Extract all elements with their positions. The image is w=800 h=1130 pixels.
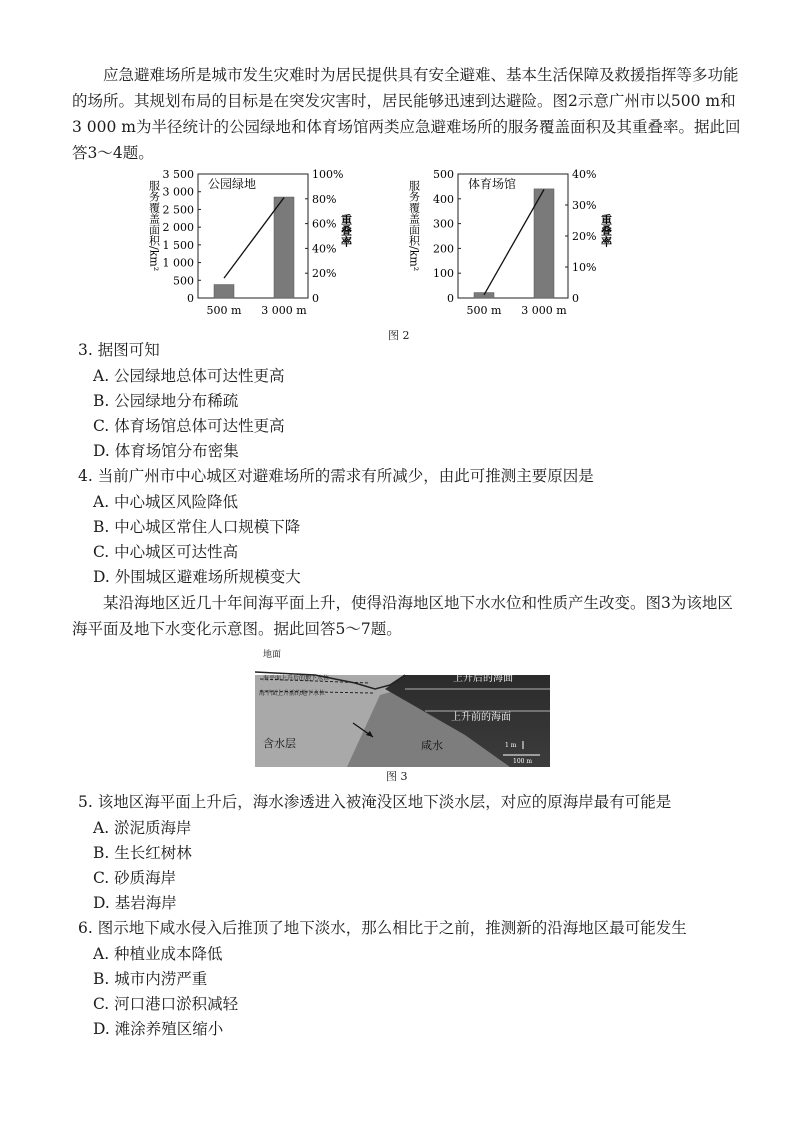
label-ground: 地面 [263, 650, 282, 660]
y-tick-label: 500 [433, 168, 454, 181]
label-gw-before: 海平面上升前的地下水位 [259, 690, 326, 697]
y-tick-label: 3 000 [162, 185, 194, 199]
y-tick-label: 100 [433, 267, 454, 281]
y2-tick-label: 60% [312, 217, 337, 231]
y2-tick-label: 20% [312, 267, 337, 281]
y-axis-title: 服务覆盖面积/km² [147, 180, 161, 272]
label-scale-h: 100 m [513, 758, 533, 765]
question-6-stem: 6. 图示地下咸水侵入后推顶了地下淡水，那么相比于之前，推测新的沿海地区最可能发生 [78, 919, 687, 937]
y2-tick-label: 100% [312, 168, 344, 181]
intro-paragraph-2: 某沿海地区近几十年间海平面上升，使得沿海地区地下水水位和性质产生改变。图3为该地区海平面及地下水变化示意图。据此回答5～7题。 [72, 594, 733, 638]
question-6-option-b: B. 城市内涝严重 [93, 970, 208, 988]
question-3-stem: 3. 据图可知 [78, 341, 160, 359]
x-tick-label: 500 m [206, 304, 242, 317]
label-gw-after: 海平面上升后的地下水位 [263, 675, 330, 682]
chart-sports-venue [408, 168, 613, 317]
y2-tick-label: 40% [572, 168, 597, 181]
y2-tick-label: 0 [312, 292, 319, 305]
chart-park-green [148, 168, 353, 317]
figure-3 [255, 645, 550, 767]
label-sea-before: 上升前的海面 [451, 712, 511, 723]
y-tick-label: 0 [187, 292, 194, 305]
y2-tick-label: 30% [572, 199, 597, 212]
label-scale-v: 1 m [505, 742, 517, 749]
y2-axis-title: 重叠率 [599, 214, 613, 247]
bar [214, 285, 234, 298]
question-5-option-c: C. 砂质海岸 [93, 869, 177, 887]
question-3-option-b: B. 公园绿地分布稀疏 [93, 392, 239, 410]
y-tick-label: 300 [433, 217, 454, 231]
label-saltwater: 咸水 [421, 739, 443, 752]
y2-tick-label: 0 [572, 292, 579, 305]
question-4-stem: 4. 当前广州市中心城区对避难场所的需求有所减少，由此可推测主要原因是 [78, 467, 594, 485]
label-sea-after: 上升后的海面 [453, 673, 513, 684]
y2-axis-title: 重叠率 [339, 214, 353, 247]
x-tick-label: 3 000 m [261, 304, 307, 317]
y-tick-label: 3 500 [162, 168, 194, 181]
y-tick-label: 1 000 [162, 256, 194, 270]
bar [474, 293, 494, 298]
question-3-option-a: A. 公园绿地总体可达性更高 [93, 367, 285, 385]
y2-tick-label: 20% [572, 230, 597, 243]
x-tick-label: 3 000 m [521, 304, 567, 317]
bar [534, 189, 554, 298]
question-4-option-a: A. 中心城区风险降低 [93, 493, 239, 511]
question-6-option-d: D. 滩涂养殖区缩小 [93, 1020, 224, 1038]
y-tick-label: 2 500 [162, 203, 194, 217]
question-5-stem: 5. 该地区海平面上升后，海水渗透进入被淹没区地下淡水层，对应的原海岸最有可能是 [78, 793, 672, 811]
chart-title: 公园绿地 [208, 177, 257, 191]
question-3-option-c: C. 体育场馆总体可达性更高 [93, 417, 285, 435]
figure-3-caption: 图 3 [386, 770, 408, 783]
y-tick-label: 0 [447, 292, 454, 305]
question-4-option-b: B. 中心城区常住人口规模下降 [93, 518, 301, 536]
question-4-option-c: C. 中心城区可达性高 [93, 543, 239, 561]
y2-tick-label: 40% [312, 242, 337, 256]
question-5-option-a: A. 淤泥质海岸 [93, 819, 192, 837]
figure-2-caption: 图 2 [388, 329, 410, 342]
question-5-option-d: D. 基岩海岸 [93, 894, 177, 912]
y2-tick-label: 10% [572, 261, 597, 274]
question-4-option-d: D. 外围城区避难场所规模变大 [93, 568, 301, 586]
bar [274, 197, 294, 298]
x-tick-label: 500 m [466, 304, 502, 317]
intro-paragraph-1: 应急避难场所是城市发生灾难时为居民提供具有安全避难、基本生活保障及救援指挥等多功能的场所。其规划布局的目标是在突发灾害时，居民能够迅速到达避险。图2示意广州市以500 m和3 000 m为半径统计的公园绿地和体育场馆两类应急避难场所的服务覆盖面积及其重叠率。据此回答3～4题。 [72, 66, 741, 162]
chart-title: 体育场馆 [468, 177, 517, 191]
question-5-option-b: B. 生长红树林 [93, 844, 192, 862]
question-3-option-d: D. 体育场馆分布密集 [93, 442, 239, 460]
y-tick-label: 400 [433, 192, 454, 206]
question-6-option-a: A. 种植业成本降低 [93, 945, 223, 963]
y-tick-label: 2 000 [162, 221, 194, 235]
y-tick-label: 500 [173, 274, 194, 288]
y-axis-title: 服务覆盖面积/km² [407, 180, 421, 272]
y2-tick-label: 80% [312, 192, 337, 206]
label-aquifer: 含水层 [263, 737, 296, 750]
y-tick-label: 200 [433, 242, 454, 256]
question-6-option-c: C. 河口港口淤积减轻 [93, 995, 239, 1013]
figure-2 [140, 164, 640, 322]
y-tick-label: 1 500 [162, 238, 194, 252]
